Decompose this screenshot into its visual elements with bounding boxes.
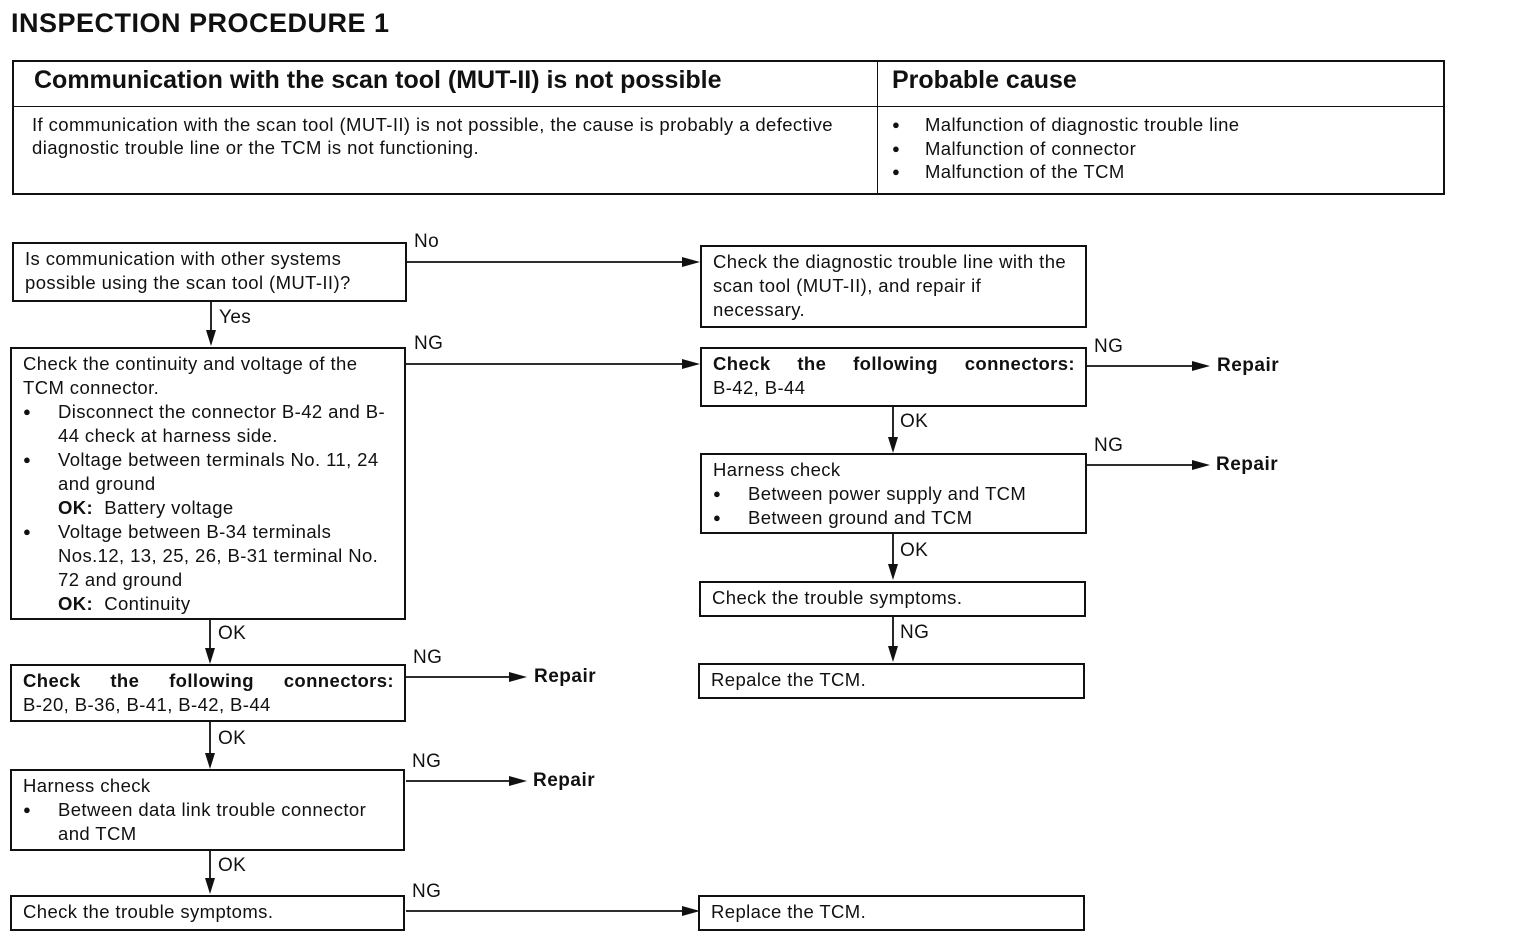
harness-item: ● Between power supply and TCM xyxy=(713,482,1075,506)
symptom-description: If communication with the scan tool (MUT-II) is not possible, the cause is probably a defective diagnostic trouble line or the TCM is not functioning. xyxy=(13,107,878,195)
left-symptoms-box: Check the trouble symptoms. xyxy=(10,895,405,931)
connectors-heading: Check the following connectors: xyxy=(23,670,394,691)
branch-label-ng: NG xyxy=(413,647,443,668)
repair-label: Repair xyxy=(533,770,596,791)
branch-label-ng: NG xyxy=(414,333,444,354)
branch-label-ng: NG xyxy=(412,881,442,902)
arrowhead-icon xyxy=(888,437,898,453)
branch-label-ok: OK xyxy=(218,623,247,644)
branch-label-ng: NG xyxy=(1094,435,1124,456)
branch-label-ok: OK xyxy=(900,411,929,432)
arrowhead-icon xyxy=(205,878,215,894)
arrowhead-icon xyxy=(509,776,527,786)
right-harness-box xyxy=(700,453,1087,534)
repair-label: Repair xyxy=(1217,355,1280,376)
cause-item: ● Malfunction of the TCM xyxy=(892,160,1435,184)
harness-item: ● Between data link trouble connector and TCM xyxy=(23,798,393,846)
branch-label-ok: OK xyxy=(900,540,929,561)
cause-list xyxy=(878,107,1445,195)
arrowhead-icon xyxy=(206,330,216,346)
left-harness-box xyxy=(10,769,405,851)
diag-line-box: Check the diagnostic trouble line with the scan tool (MUT-II), and repair if necessary. xyxy=(700,245,1087,328)
ok-value: Continuity xyxy=(104,593,191,614)
ok-label: OK: xyxy=(58,593,94,614)
question-box: Is communication with other systems possible using the scan tool (MUT-II)? xyxy=(12,242,407,302)
right-replace-box: Repalce the TCM. xyxy=(698,663,1085,699)
tcm-check-item-text: Voltage between B-34 terminals Nos.12, 13, 25, 26, B-31 terminal No. 72 and ground xyxy=(58,521,379,590)
tcm-check-item: ● Disconnect the connector B-42 and B-44 check at harness side. xyxy=(23,400,394,448)
arrowhead-icon xyxy=(1192,361,1210,371)
branch-label-yes: Yes xyxy=(219,307,252,328)
connectors-list: B-20, B-36, B-41, B-42, B-44 xyxy=(23,694,271,715)
harness-item: ● Between ground and TCM xyxy=(713,506,1075,530)
branch-label-ng: NG xyxy=(412,751,442,772)
cause-header: Probable cause xyxy=(878,61,1445,107)
branch-label-ng: NG xyxy=(1094,336,1124,357)
ok-label: OK: xyxy=(58,497,94,518)
tcm-check-item xyxy=(23,448,394,520)
tcm-check-intro: Check the continuity and voltage of the TCM connector. xyxy=(23,353,358,398)
summary-table xyxy=(12,60,1445,195)
arrowhead-icon xyxy=(682,359,700,369)
tcm-check-criterion xyxy=(58,592,394,616)
harness-heading: Harness check xyxy=(23,775,151,796)
symptom-header: Communication with the scan tool (MUT-II) is not possible xyxy=(13,61,878,107)
arrowhead-icon xyxy=(888,646,898,662)
cause-item: ● Malfunction of diagnostic trouble line xyxy=(892,113,1435,137)
page-title: INSPECTION PROCEDURE 1 xyxy=(11,8,390,38)
connectors-list: B-42, B-44 xyxy=(713,377,806,398)
left-replace-box: Replace the TCM. xyxy=(698,895,1085,931)
cause-item: ● Malfunction of connector xyxy=(892,137,1435,161)
connectors-heading: Check the following connectors: xyxy=(713,353,1075,374)
harness-heading: Harness check xyxy=(713,459,841,480)
arrowhead-icon xyxy=(888,564,898,580)
tcm-check-item xyxy=(23,520,394,616)
tcm-check-criterion xyxy=(58,496,394,520)
branch-label-no: No xyxy=(414,231,440,252)
arrowhead-icon xyxy=(682,257,700,267)
arrowhead-icon xyxy=(205,753,215,769)
tcm-check-box xyxy=(10,347,406,620)
left-connectors-box xyxy=(10,664,406,722)
branch-label-ng: NG xyxy=(900,622,930,643)
repair-label: Repair xyxy=(1216,454,1279,475)
branch-label-ok: OK xyxy=(218,855,247,876)
branch-label-ok: OK xyxy=(218,728,247,749)
arrowhead-icon xyxy=(1192,460,1210,470)
right-symptoms-box: Check the trouble symptoms. xyxy=(699,581,1086,617)
tcm-check-item-text: Voltage between terminals No. 11, 24 and ground xyxy=(58,449,379,494)
arrowhead-icon xyxy=(205,648,215,664)
arrowhead-icon xyxy=(509,672,527,682)
right-connectors-box xyxy=(700,347,1087,407)
repair-label: Repair xyxy=(534,666,597,687)
ok-value: Battery voltage xyxy=(104,497,234,518)
